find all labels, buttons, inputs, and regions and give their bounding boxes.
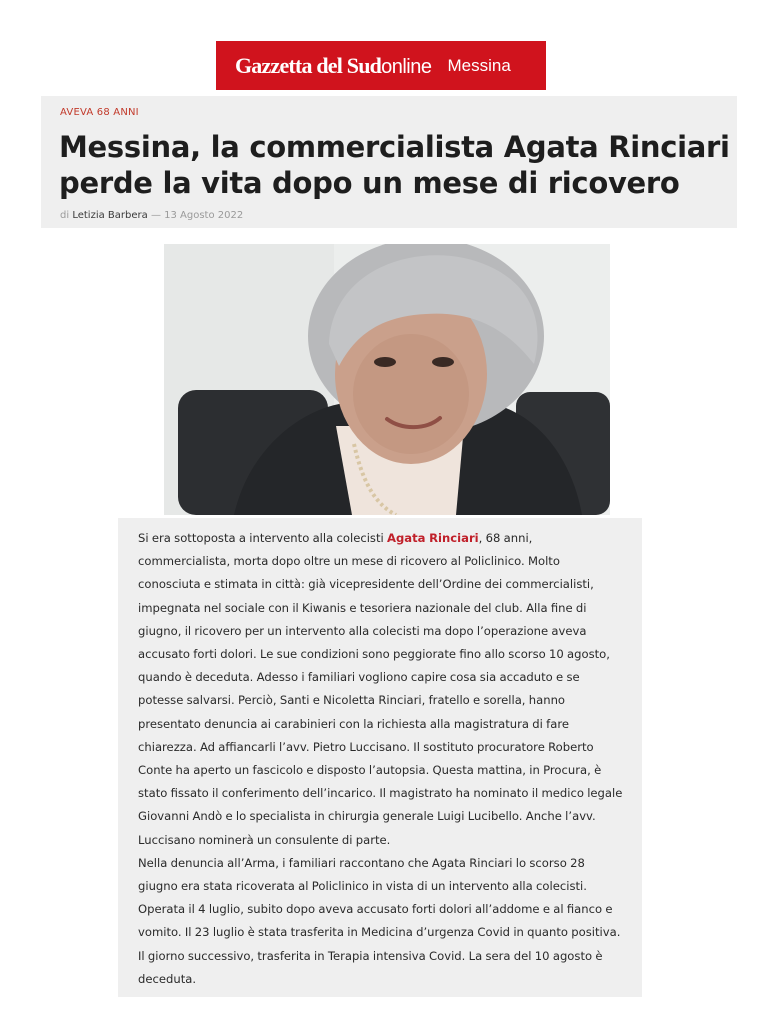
author-link[interactable]: Letizia Barbera xyxy=(72,210,148,221)
body-paragraph-2: Nella denuncia all’Arma, i familiari raccontano che Agata Rinciari lo scorso 28 giugno era stata ricoverata al Policlinico in vista di un intervento alla colecisti. Operata il 4 luglio, subito dopo aveva accusato forti dolori all’addome e al fianco e vomito. Il 23 luglio è stata trasferita in Medicina d’urgenza Covid in quanto positiva. Il giorno successivo, trasferita in Terapia intensiva Covid. La sera del 10 agosto è deceduta. xyxy=(138,855,621,986)
section-label[interactable]: Messina xyxy=(447,55,511,75)
site-logo[interactable]: Gazzetta del Sudonline xyxy=(235,52,432,78)
masthead-banner[interactable] xyxy=(216,41,546,90)
body-paragraph: Si era sottoposta a intervento alla colecisti Agata Rinciari, 68 anni, commercialista, morta dopo oltre un mese di ricovero al Policlinico. Molto conosciuta e stimata in città: già vicepresidente dell’Ordine dei commercialisti, impegnata nel sociale con il Kiwanis e tesoriera nazionale del club. Alla fine di giugno, il ricovero per un intervento alla colecisti ma dopo l’operazione aveva accusato forti dolori. Le sue condizioni sono peggiorate fino allo scorso 10 agosto, quando è deceduta. Adesso i familiari vogliono capire cosa sia accaduto e se potesse salvarsi. Perciò, Santi e Nicoletta Rinciari, fratello e sorella, hanno presentato denuncia ai carabinieri con la richiesta alla magistratura di fare chiarezza. Ad affiancarli l’avv. Pietro Luccisano. Il sostituto procuratore Roberto Conte ha aperto un fascicolo e disposto l’autopsia. Questa mattina, in Procura, è stato fissato il conferimento dell’incarico. Il magistrato ha nominato il medico legale Giovanni Andò e lo specialista in chirurgia generale Luigi Lucibello. Anche l’avv. Luccisano nominerà un consulente di parte. xyxy=(138,531,623,847)
article-title: Messina, la commercialista Agata Rinciari perde la vita dopo un mese di ricovero xyxy=(59,130,730,200)
article-photo xyxy=(164,244,610,515)
byline-prefix: di xyxy=(60,210,70,221)
article-header xyxy=(41,96,737,228)
person-link[interactable]: Agata Rinciari xyxy=(387,531,479,545)
byline-separator: — xyxy=(150,210,161,221)
article-kicker: AVEVA 68 ANNI xyxy=(60,107,139,118)
byline xyxy=(60,210,243,221)
publish-date: 13 Agosto 2022 xyxy=(164,210,244,221)
portrait-photo-icon xyxy=(164,244,610,515)
article-body xyxy=(118,518,642,997)
